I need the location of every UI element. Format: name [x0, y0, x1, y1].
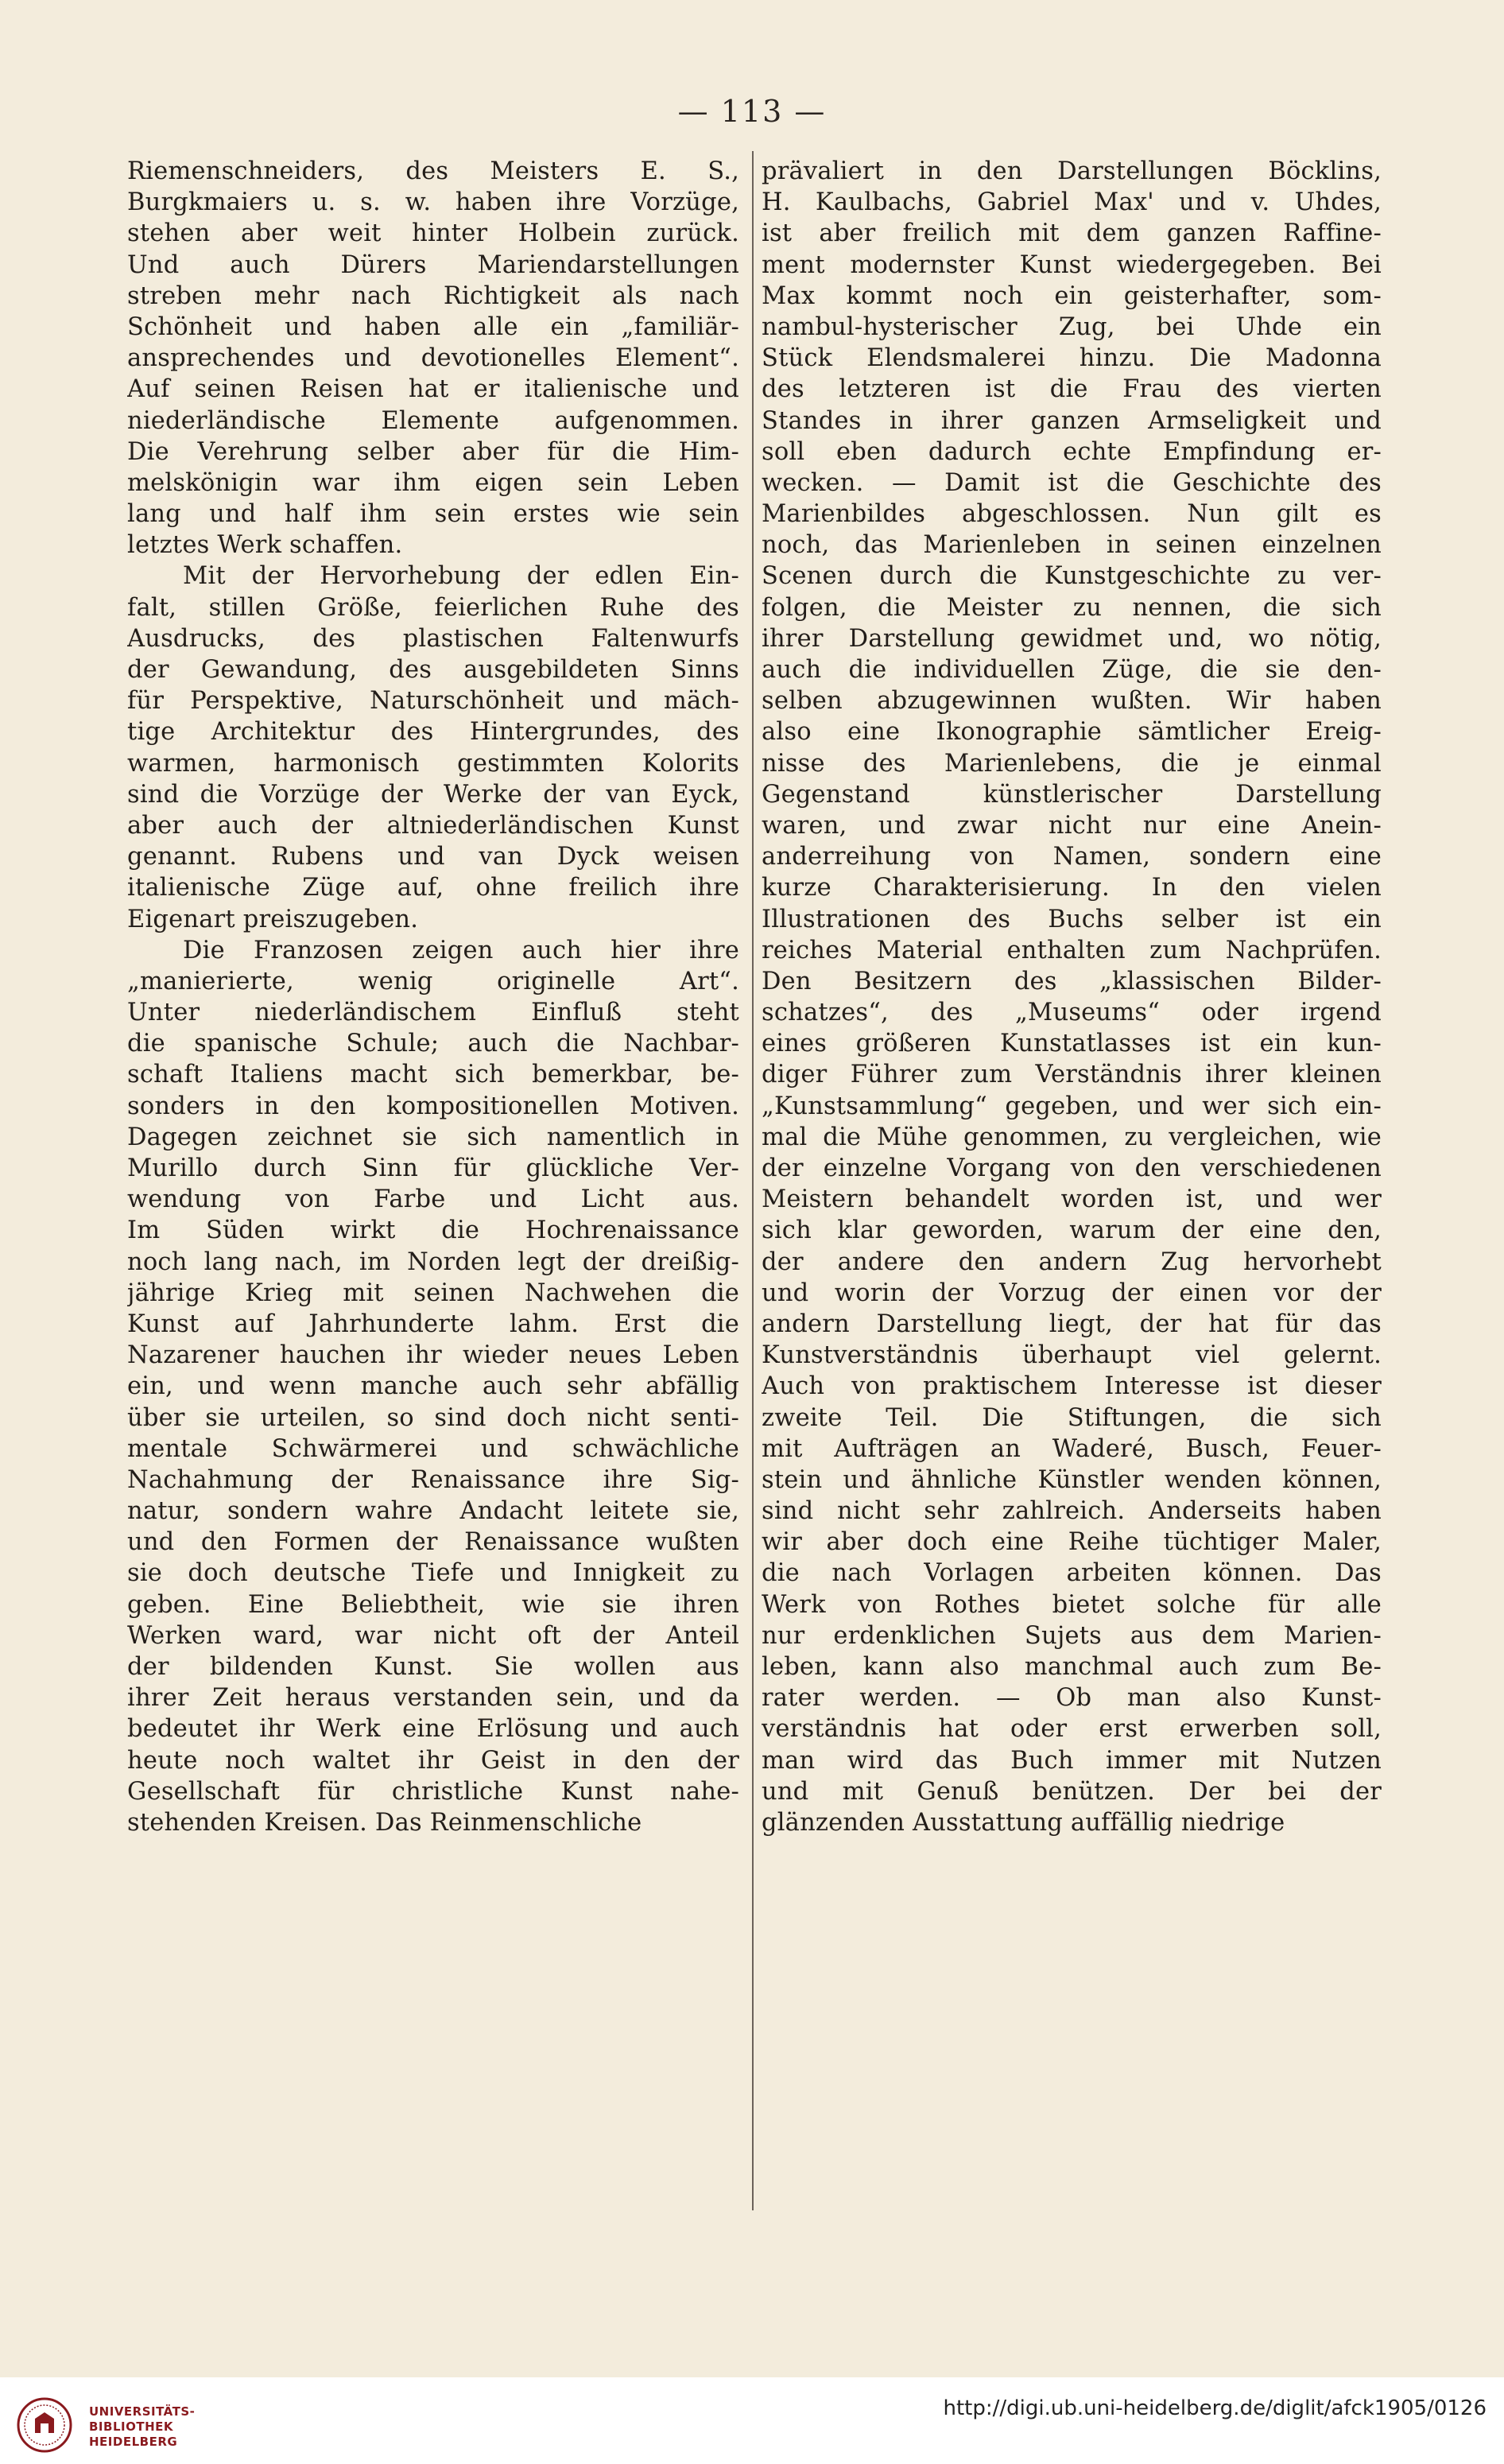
text-line: verständnis hat oder erst erwerben soll,: [762, 1715, 1382, 1744]
text-line: natur, sondern wahre Andacht leitete sie,: [127, 1497, 739, 1526]
text-line: und mit Genuß benützen. Der bei der: [762, 1777, 1382, 1806]
text-line: Max kommt noch ein geisterhafter, som-: [762, 281, 1382, 310]
text-line: Riemenschneiders, des Meisters E. S.,: [127, 157, 739, 185]
text-line: rater werden. — Ob man also Kunst-: [762, 1684, 1382, 1713]
text-line: Nazarener hauchen ihr wieder neues Leben: [127, 1341, 739, 1370]
text-line: stehen aber weit hinter Holbein zurück.: [127, 219, 739, 248]
text-line: des letzteren ist die Frau des vierten: [762, 375, 1382, 404]
text-line: ihrer Darstellung gewidmet und, wo nötig,: [762, 624, 1382, 653]
text-line: Standes in ihrer ganzen Armseligkeit und: [762, 406, 1382, 435]
text-line: Unter niederländischem Einfluß steht: [127, 999, 739, 1027]
library-name-line: UNIVERSITÄTS-: [89, 2404, 196, 2419]
text-line: nambul-hysterischer Zug, bei Uhde ein: [762, 312, 1382, 341]
text-line: der Gewandung, des ausgebildeten Sinns: [127, 656, 739, 684]
text-line: waren, und zwar nicht nur eine Anein-: [762, 811, 1382, 840]
text-line: die nach Vorlagen arbeiten können. Das: [762, 1559, 1382, 1588]
text-line: Mit der Hervorhebung der edlen Ein-: [183, 562, 739, 591]
text-line: Im Süden wirkt die Hochrenaissance: [127, 1216, 739, 1245]
text-line: der bildenden Kunst. Sie wollen aus: [127, 1653, 739, 1681]
text-line: wir aber doch eine Reihe tüchtiger Maler,: [762, 1528, 1382, 1557]
text-line: sich klar geworden, warum der eine den,: [762, 1216, 1382, 1245]
text-line: Marienbildes abgeschlossen. Nun gilt es: [762, 500, 1382, 529]
text-line: noch lang nach, im Norden legt der dreißig-: [127, 1248, 739, 1276]
text-line: noch, das Marienleben in seinen einzelnen: [762, 531, 1382, 560]
text-line: ist aber freilich mit dem ganzen Raffine-: [762, 219, 1382, 248]
text-line: reiches Material enthalten zum Nachprüfen.: [762, 936, 1382, 964]
text-line: mit Aufträgen an Waderé, Busch, Feuer-: [762, 1434, 1382, 1463]
text-line: Auch von praktischem Interesse ist dieser: [762, 1372, 1382, 1401]
text-line: und worin der Vorzug der einen vor der: [762, 1279, 1382, 1307]
text-line: selben abzugewinnen wußten. Wir haben: [762, 687, 1382, 716]
text-line: mal die Mühe genommen, zu vergleichen, wie: [762, 1123, 1382, 1151]
text-line: heute noch waltet ihr Geist in den der: [127, 1746, 739, 1775]
text-line: die spanische Schule; auch die Nachbar-: [127, 1030, 739, 1058]
text-line: Werk von Rothes bietet solche für alle: [762, 1590, 1382, 1619]
text-line: italienische Züge auf, ohne freilich ihre: [127, 874, 739, 902]
library-name: [89, 2404, 195, 2450]
footer-bar: [0, 2377, 1504, 2464]
text-line: sie doch deutsche Tiefe und Innigkeit zu: [127, 1559, 739, 1588]
text-line: schatzes“, des „Museums“ oder irgend: [762, 999, 1382, 1027]
text-line: eines größeren Kunstatlasses ist ein kun-: [762, 1030, 1382, 1058]
text-line: kurze Charakterisierung. In den vielen: [762, 874, 1382, 902]
text-line: man wird das Buch immer mit Nutzen: [762, 1746, 1382, 1775]
text-line: sonders in den kompositionellen Motiven.: [127, 1092, 739, 1120]
right-text-column: [762, 156, 1382, 1838]
text-line: niederländische Elemente aufgenommen.: [127, 406, 739, 435]
text-line: tige Architektur des Hintergrundes, des: [127, 718, 739, 747]
text-line: Murillo durch Sinn für glückliche Ver-: [127, 1154, 739, 1182]
text-line: warmen, harmonisch gestimmten Kolorits: [127, 749, 739, 778]
text-line: nisse des Marienlebens, die je einmal: [762, 749, 1382, 778]
text-line: genannt. Rubens und van Dyck weisen: [127, 843, 739, 871]
text-line: „Kunstsammlung“ gegeben, und wer sich ein-: [762, 1092, 1382, 1120]
library-seal-icon: [16, 2396, 73, 2454]
text-line: streben mehr nach Richtigkeit als nach: [127, 281, 739, 310]
text-line: Scenen durch die Kunstgeschichte zu ver-: [762, 562, 1382, 591]
text-line: der andere den andern Zug hervorhebt: [762, 1248, 1382, 1276]
text-line: ein, und wenn manche auch sehr abfällig: [127, 1372, 739, 1401]
text-line: Schönheit und haben alle ein „familiär-: [127, 312, 739, 341]
text-line: für Perspektive, Naturschönheit und mäch-: [127, 687, 739, 716]
text-line: jährige Krieg mit seinen Nachwehen die: [127, 1279, 739, 1307]
text-line: glänzenden Ausstattung auffällig niedrige: [762, 1808, 1285, 1837]
text-line: Illustrationen des Buchs selber ist ein: [762, 905, 1382, 933]
text-line: Meistern behandelt worden ist, und wer: [762, 1185, 1382, 1214]
text-line: schaft Italiens macht sich bemerkbar, be-: [127, 1061, 739, 1089]
text-line: nur erdenklichen Sujets aus dem Marien-: [762, 1621, 1382, 1650]
text-line: zweite Teil. Die Stiftungen, die sich: [762, 1403, 1382, 1432]
text-line: über sie urteilen, so sind doch nicht senti-: [127, 1403, 739, 1432]
text-line: andern Darstellung liegt, der hat für das: [762, 1310, 1382, 1338]
text-line: der einzelne Vorgang von den verschiedenen: [762, 1154, 1382, 1182]
text-line: prävaliert in den Darstellungen Böcklins,: [762, 157, 1382, 185]
text-line: folgen, die Meister zu nennen, die sich: [762, 593, 1382, 622]
text-line: Stück Elendsmalerei hinzu. Die Madonna: [762, 344, 1382, 373]
text-line: soll eben dadurch echte Empfindung er-: [762, 437, 1382, 466]
text-line: bedeutet ihr Werk eine Erlösung und auch: [127, 1715, 739, 1744]
text-line: aber auch der altniederländischen Kunst: [127, 811, 739, 840]
text-line: also eine Ikonographie sämtlicher Ereig-: [762, 718, 1382, 747]
text-line: ansprechendes und devotionelles Element“.: [127, 344, 739, 373]
text-line: H. Kaulbachs, Gabriel Max' und v. Uhdes,: [762, 188, 1382, 217]
text-line: ment modernster Kunst wiedergegeben. Bei: [762, 250, 1382, 279]
text-line: Den Besitzern des „klassischen Bilder-: [762, 967, 1382, 995]
text-line: diger Führer zum Verständnis ihrer kleinen: [762, 1061, 1382, 1089]
text-line: Dagegen zeichnet sie sich namentlich in: [127, 1123, 739, 1151]
text-line: stehenden Kreisen. Das Reinmenschliche: [127, 1808, 642, 1837]
text-line: melskönigin war ihm eigen sein Leben: [127, 468, 739, 497]
text-line: stein und ähnliche Künstler wenden können,: [762, 1465, 1382, 1494]
text-line: sind nicht sehr zahlreich. Anderseits haben: [762, 1497, 1382, 1526]
text-line: Die Verehrung selber aber für die Him-: [127, 437, 739, 466]
library-name-line: HEIDELBERG: [89, 2435, 178, 2449]
text-line: auch die individuellen Züge, die sie den-: [762, 656, 1382, 684]
text-line: anderreihung von Namen, sondern eine: [762, 843, 1382, 871]
text-line: Kunst auf Jahrhunderte lahm. Erst die: [127, 1310, 739, 1338]
text-line: Und auch Dürers Mariendarstellungen: [127, 250, 739, 279]
text-line: Nachahmung der Renaissance ihre Sig-: [127, 1465, 739, 1494]
text-line: leben, kann also manchmal auch zum Be-: [762, 1653, 1382, 1681]
text-line: Ausdrucks, des plastischen Faltenwurfs: [127, 624, 739, 653]
library-logo[interactable]: [16, 2387, 215, 2455]
text-line: sind die Vorzüge der Werke der van Eyck,: [127, 780, 739, 809]
text-line: mentale Schwärmerei und schwächliche: [127, 1434, 739, 1463]
library-name-line: BIBLIOTHEK: [89, 2419, 173, 2434]
text-line: Gegenstand künstlerischer Darstellung: [762, 780, 1382, 809]
text-line: Werken ward, war nicht oft der Anteil: [127, 1621, 739, 1650]
text-line: Burgkmaiers u. s. w. haben ihre Vorzüge,: [127, 188, 739, 217]
text-line: Auf seinen Reisen hat er italienische und: [127, 375, 739, 404]
text-line: ihrer Zeit heraus verstanden sein, und da: [127, 1684, 739, 1713]
text-line: wendung von Farbe und Licht aus.: [127, 1185, 739, 1214]
document-url-link[interactable]: http://digi.ub.uni-heidelberg.de/diglit/afck1905/0126: [943, 2396, 1487, 2420]
text-line: Kunstverständnis überhaupt viel gelernt.: [762, 1341, 1382, 1370]
text-line: Eigenart preiszugeben.: [127, 905, 419, 933]
left-text-column: [127, 156, 739, 1838]
page-number: — 113 —: [677, 94, 827, 129]
text-line: lang und half ihm sein erstes wie sein: [127, 500, 739, 529]
column-divider: [752, 151, 754, 2210]
text-line: Die Franzosen zeigen auch hier ihre: [183, 936, 739, 964]
text-line: „manierierte, wenig originelle Art“.: [127, 967, 739, 995]
text-line: falt, stillen Größe, feierlichen Ruhe des: [127, 593, 739, 622]
text-line: letztes Werk schaffen.: [127, 531, 403, 560]
text-line: wecken. — Damit ist die Geschichte des: [762, 468, 1382, 497]
text-line: und den Formen der Renaissance wußten: [127, 1528, 739, 1557]
text-line: geben. Eine Beliebtheit, wie sie ihren: [127, 1590, 739, 1619]
text-line: Gesellschaft für christliche Kunst nahe-: [127, 1777, 739, 1806]
